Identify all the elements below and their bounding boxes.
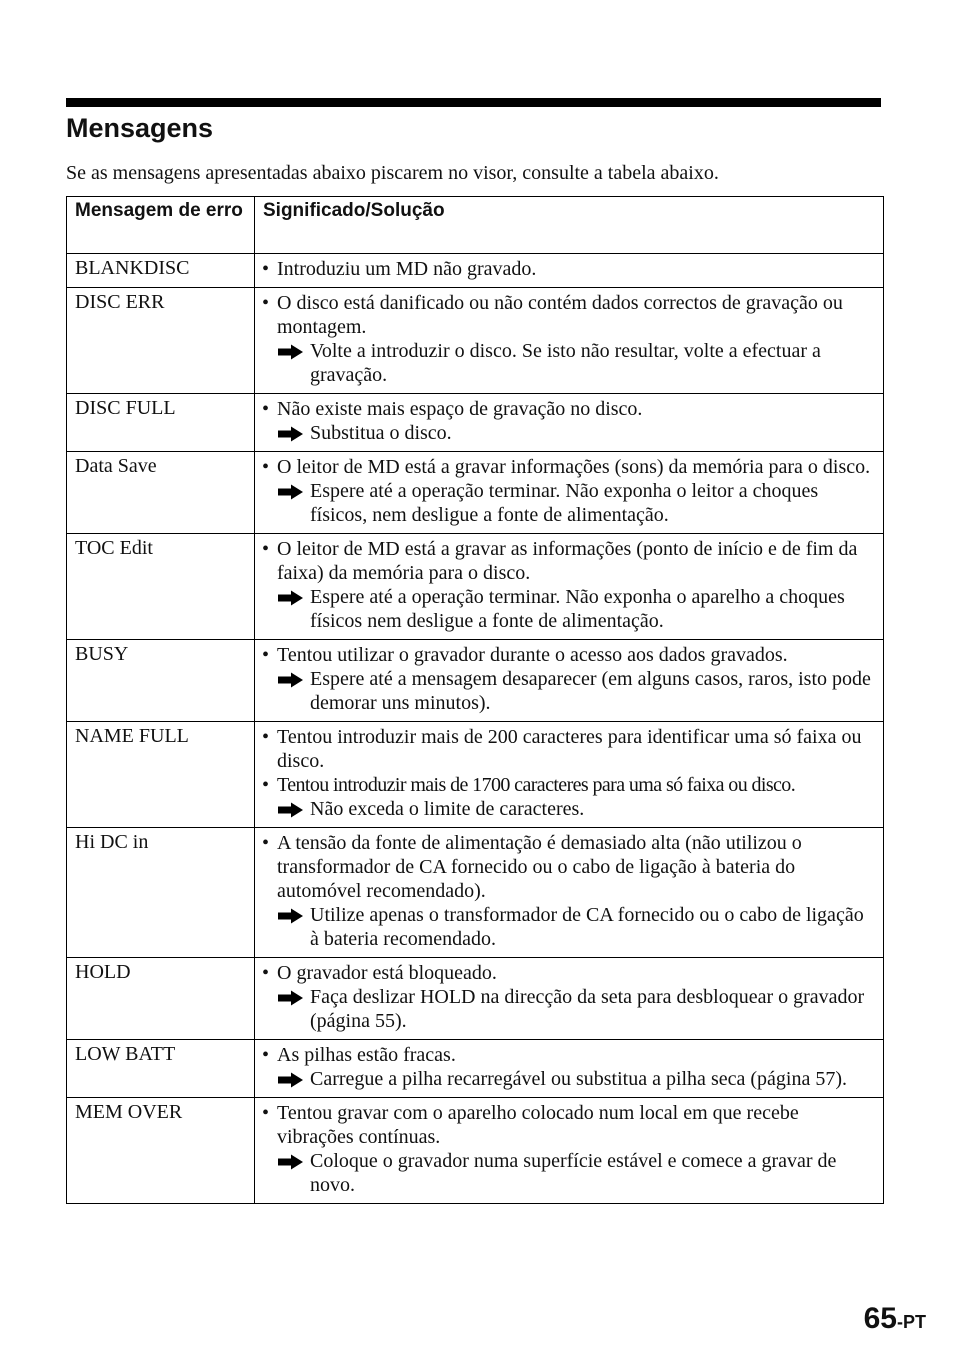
cause-text: A tensão da fonte de alimentação é demasiado alta (não utilizou o transformador de CA fornecido ou o cabo de ligação à bateria do automóvel recomendado). [277,832,802,902]
meaning-cell [255,828,884,958]
solution-item [262,985,871,1033]
header-cell-message [67,197,255,254]
solution-text: Substitua o disco. [310,422,452,444]
error-code: TOC Edit [75,537,153,559]
cause-text: Tentou utilizar o gravador durante o acesso aos dados gravados. [277,644,788,666]
table-body [67,254,884,1204]
page-number [864,1302,926,1336]
meaning-cell [255,722,884,828]
meaning-cell [255,958,884,1040]
meaning-cell [255,394,884,452]
bullet-icon: • [262,1044,270,1066]
cause-item [262,1043,871,1067]
solution-item [262,1149,871,1197]
solution-item [262,1067,871,1091]
table-row [67,288,884,394]
header-rule [66,98,881,107]
cause-text: As pilhas estão fracas. [277,1044,456,1066]
meaning-cell [255,288,884,394]
meaning-cell [255,1040,884,1098]
cause-item [262,257,871,281]
meaning-cell [255,452,884,534]
cause-item [262,725,871,773]
solution-item [262,903,871,951]
error-code: DISC ERR [75,291,165,313]
table-row [67,1040,884,1098]
message-cell [67,828,255,958]
message-cell [67,1040,255,1098]
cause-text: Introduziu um MD não gravado. [277,258,537,280]
bullet-icon: • [262,258,270,280]
message-cell [67,1098,255,1204]
table-row [67,958,884,1040]
error-code: LOW BATT [75,1043,176,1065]
header-meaning-label: Significado/Solução [263,200,445,221]
message-cell [67,722,255,828]
cause-item [262,773,871,797]
error-code: Hi DC in [75,831,149,853]
cause-text: O disco está danificado ou não contém dados correctos de gravação ou montagem. [277,292,843,338]
arrow-right-icon [277,484,304,500]
table-row [67,1098,884,1204]
arrow-right-icon [277,1072,304,1088]
cause-text: O leitor de MD está a gravar informações (sons) da memória para o disco. [277,456,871,478]
cause-item [262,291,871,339]
solution-item [262,797,871,821]
cause-item [262,455,871,479]
arrow-right-icon [277,672,304,688]
intro-text: Se as mensagens apresentadas abaixo piscarem no visor, consulte a tabela abaixo. [66,162,719,184]
message-cell [67,958,255,1040]
bullet-icon: • [262,538,270,560]
cause-item [262,1101,871,1149]
table-row [67,254,884,288]
meaning-cell [255,640,884,722]
table-row [67,452,884,534]
arrow-right-icon [277,426,304,442]
solution-text: Espere até a operação terminar. Não exponha o aparelho a choques físicos nem desligue a fonte de alimentação. [310,586,845,632]
arrow-right-icon [277,908,304,924]
solution-text: Coloque o gravador numa superfície estável e comece a gravar de novo. [310,1150,837,1196]
arrow-right-icon [277,344,304,360]
message-cell [67,534,255,640]
error-code: NAME FULL [75,725,189,747]
solution-item [262,667,871,715]
page-title: Mensagens [66,113,214,143]
solution-text: Carregue a pilha recarregável ou substitua a pilha seca (página 57). [310,1068,847,1090]
bullet-icon: • [262,398,270,420]
cause-text: Tentou gravar com o aparelho colocado num local em que recebe vibrações contínuas. [277,1102,799,1148]
table-row [67,722,884,828]
bullet-icon: • [262,1102,270,1124]
bullet-icon: • [262,832,270,854]
messages-table [66,196,884,1204]
solution-item [262,339,871,387]
cause-text: O leitor de MD está a gravar as informações (ponto de início e de fim da faixa) da memória para o disco. [277,538,858,584]
message-cell [67,288,255,394]
solution-item [262,479,871,527]
cause-text: Não existe mais espaço de gravação no disco. [277,398,643,420]
solution-text: Espere até a mensagem desaparecer (em alguns casos, raros, isto pode demorar uns minutos). [310,668,871,714]
error-code: DISC FULL [75,397,176,419]
bullet-icon: • [262,774,269,796]
cause-item [262,961,871,985]
meaning-cell [255,254,884,288]
cause-text: O gravador está bloqueado. [277,962,497,984]
error-code: BLANKDISC [75,257,190,279]
message-cell [67,452,255,534]
table-row [67,394,884,452]
message-cell [67,254,255,288]
solution-text: Não exceda o limite de caracteres. [310,798,585,820]
message-cell [67,640,255,722]
bullet-icon: • [262,456,270,478]
page-language-suffix: -PT [897,1312,926,1332]
solution-text: Faça deslizar HOLD na direcção da seta para desbloquear o gravador (página 55). [310,986,865,1032]
solution-text: Espere até a operação terminar. Não exponha o leitor a choques físicos, nem desligue a fonte de alimentação. [310,480,819,526]
bullet-icon: • [262,726,270,748]
table-row [67,828,884,958]
error-code: HOLD [75,961,131,983]
arrow-right-icon [277,1154,304,1170]
meaning-cell [255,534,884,640]
solution-text: Utilize apenas o transformador de CA fornecido ou o cabo de ligação à bateria recomendado. [310,904,864,950]
cause-text: Tentou introduzir mais de 1700 caracteres para uma só faixa ou disco. [277,774,796,796]
cause-item [262,643,871,667]
arrow-right-icon [277,802,304,818]
cause-item [262,831,871,903]
solution-item [262,585,871,633]
error-code: BUSY [75,643,129,665]
header-cell-meaning [255,197,884,254]
bullet-icon: • [262,644,270,666]
header-message-label: Mensagem de erro [75,200,243,221]
error-code: Data Save [75,455,157,477]
solution-text: Volte a introduzir o disco. Se isto não resultar, volte a efectuar a gravação. [310,340,821,386]
arrow-right-icon [277,990,304,1006]
solution-item [262,421,871,445]
cause-item [262,537,871,585]
cause-text: Tentou introduzir mais de 200 caracteres para identificar uma só faixa ou disco. [277,726,862,772]
page-number-value: 65 [863,1302,897,1335]
error-code: MEM OVER [75,1101,183,1123]
meaning-cell [255,1098,884,1204]
arrow-right-icon [277,590,304,606]
bullet-icon: • [262,962,270,984]
table-row [67,534,884,640]
message-cell [67,394,255,452]
table-header-row [67,197,884,254]
table-row [67,640,884,722]
cause-item [262,397,871,421]
bullet-icon: • [262,292,270,314]
